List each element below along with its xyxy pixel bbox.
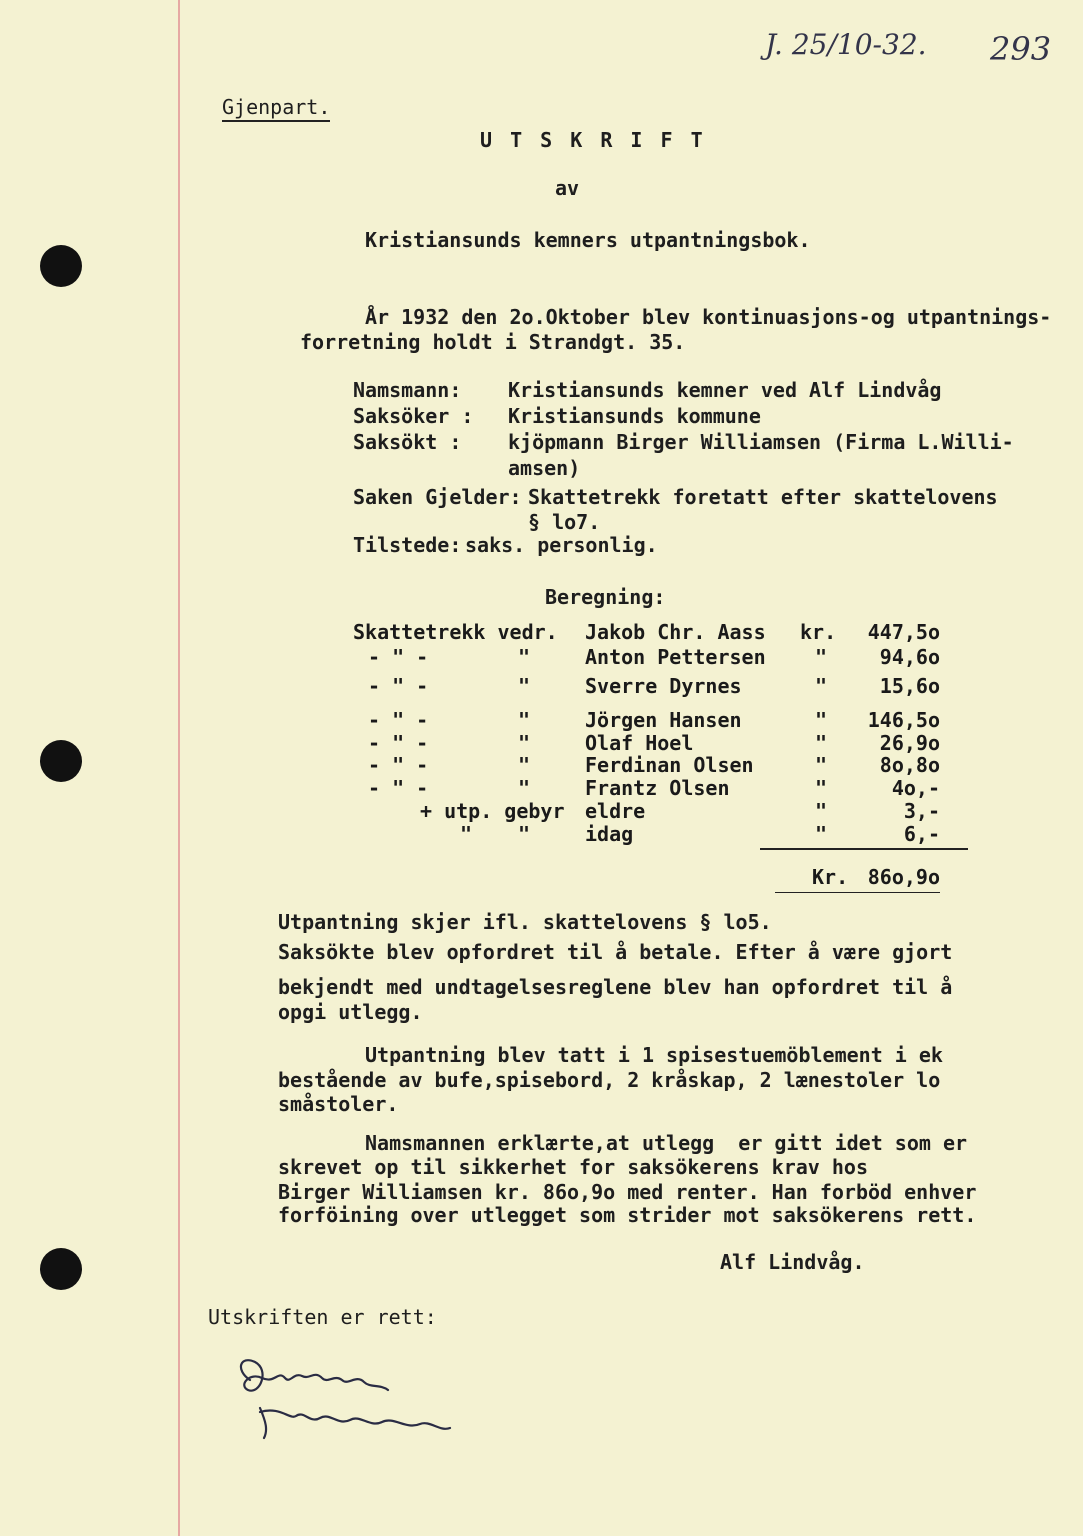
calc-desc: + utp. gebyr — [420, 799, 565, 823]
party-value: § lo7. — [528, 510, 601, 534]
calc-unit: " — [815, 753, 828, 777]
calc-unit: " — [815, 731, 828, 755]
calc-desc: - " - — [368, 645, 429, 669]
punch-hole — [40, 1248, 82, 1290]
party-value: saks. personlig. — [465, 533, 658, 557]
body-line: Utpantning blev tatt i 1 spisestuemöblement i ek — [365, 1043, 943, 1067]
body-line: opgi utlegg. — [278, 1000, 423, 1024]
calc-unit: " — [815, 645, 828, 669]
party-label: Saksökt : — [353, 430, 462, 454]
certification-label: Utskriften er rett: — [208, 1305, 437, 1329]
calc-desc: - " - — [368, 753, 429, 777]
party-label: Tilstede: — [353, 533, 462, 557]
party-value: kjöpmann Birger Williamsen (Firma L.Willi- — [508, 430, 1014, 454]
calc-ditto: " — [518, 731, 531, 755]
calc-amount: 447,5o — [867, 620, 940, 644]
calc-unit: " — [815, 822, 828, 846]
calc-name: Frantz Olsen — [585, 776, 730, 800]
calc-name: Jakob Chr. Aass — [585, 620, 766, 644]
calc-amount: 6,- — [903, 822, 940, 846]
calc-unit: " — [815, 776, 828, 800]
calc-heading: Beregning: — [545, 585, 666, 609]
calc-name: Sverre Dyrnes — [585, 674, 742, 698]
party-value: Skattetrekk foretatt efter skattelovens — [528, 485, 998, 509]
calc-name: idag — [585, 822, 634, 846]
punch-hole — [40, 740, 82, 782]
body-line: Utpantning skjer ifl. skattelovens § lo5. — [278, 910, 772, 934]
calc-desc: - " - — [368, 776, 429, 800]
calc-amount: 15,6o — [879, 674, 940, 698]
page-number: 293 — [990, 30, 1052, 68]
calc-name: eldre — [585, 799, 646, 823]
body-line: Namsmannen erklærte,at utlegg er gitt idet som er — [365, 1131, 968, 1155]
typed-signature: Alf Lindvåg. — [720, 1250, 865, 1274]
calc-name: Olaf Hoel — [585, 731, 694, 755]
party-value: Kristiansunds kemner ved Alf Lindvåg — [508, 378, 942, 402]
calc-amount: 146,5o — [867, 708, 940, 732]
calc-desc: - " - — [368, 674, 429, 698]
sum-rule — [760, 848, 968, 850]
body-line: forföining over utlegget som strider mot saksökerens rett. — [278, 1203, 977, 1227]
document-title: U T S K R I F T — [480, 128, 706, 152]
margin-line — [178, 0, 180, 1536]
calc-ditto: " — [518, 674, 531, 698]
calc-desc: " — [460, 822, 473, 846]
party-label: Namsmann: — [353, 378, 462, 402]
body-line: småstoler. — [278, 1092, 399, 1116]
calc-desc: Skattetrekk vedr. — [353, 620, 558, 644]
calc-unit: " — [815, 674, 828, 698]
calc-amount: 94,6o — [879, 645, 940, 669]
calc-ditto: " — [518, 822, 531, 846]
calc-unit: " — [815, 799, 828, 823]
calc-ditto: " — [518, 645, 531, 669]
date-note: J. 25/10-32. — [765, 28, 927, 61]
title-subject: Kristiansunds kemners utpantningsbok. — [365, 228, 811, 252]
body-line: bekjendt med undtagelsesreglene blev han opfordret til å — [278, 975, 953, 999]
party-value: Kristiansunds kommune — [508, 404, 761, 428]
calc-ditto: " — [518, 776, 531, 800]
intro-line-2: forretning holdt i Strandgt. 35. — [300, 330, 686, 354]
total-unit: Kr. — [812, 865, 849, 889]
calc-name: Ferdinan Olsen — [585, 753, 754, 777]
calc-name: Anton Pettersen — [585, 645, 766, 669]
party-label: Saksöker : — [353, 404, 474, 428]
calc-amount: 8o,8o — [879, 753, 940, 777]
party-value: amsen) — [508, 456, 581, 480]
calc-ditto: " — [518, 708, 531, 732]
calc-amount: 3,- — [903, 799, 940, 823]
body-line: Birger Williamsen kr. 86o,9o med renter. Han forböd enhver — [278, 1180, 977, 1204]
calc-amount: 26,9o — [879, 731, 940, 755]
title-av: av — [555, 176, 580, 200]
total-rule — [775, 892, 940, 893]
calc-ditto: " — [518, 753, 531, 777]
calc-desc: - " - — [368, 731, 429, 755]
total-amount: 86o,9o — [867, 865, 940, 889]
calc-unit: kr. — [800, 620, 837, 644]
calc-amount: 4o,- — [891, 776, 940, 800]
calc-desc: - " - — [368, 708, 429, 732]
body-line: Saksökte blev opfordret til å betale. Efter å være gjort — [278, 940, 953, 964]
calc-unit: " — [815, 708, 828, 732]
copy-label: Gjenpart. — [222, 95, 330, 122]
body-line: bestående av bufe,spisebord, 2 kråskap, 2 lænestoler lo — [278, 1068, 941, 1092]
punch-hole — [40, 245, 82, 287]
calc-name: Jörgen Hansen — [585, 708, 742, 732]
body-line: skrevet op til sikkerhet for saksökerens krav hos — [278, 1155, 869, 1179]
party-label: Saken Gjelder: — [353, 485, 522, 509]
intro-line-1: År 1932 den 2o.Oktober blev kontinuasjons-og utpantnings- — [365, 305, 1052, 329]
